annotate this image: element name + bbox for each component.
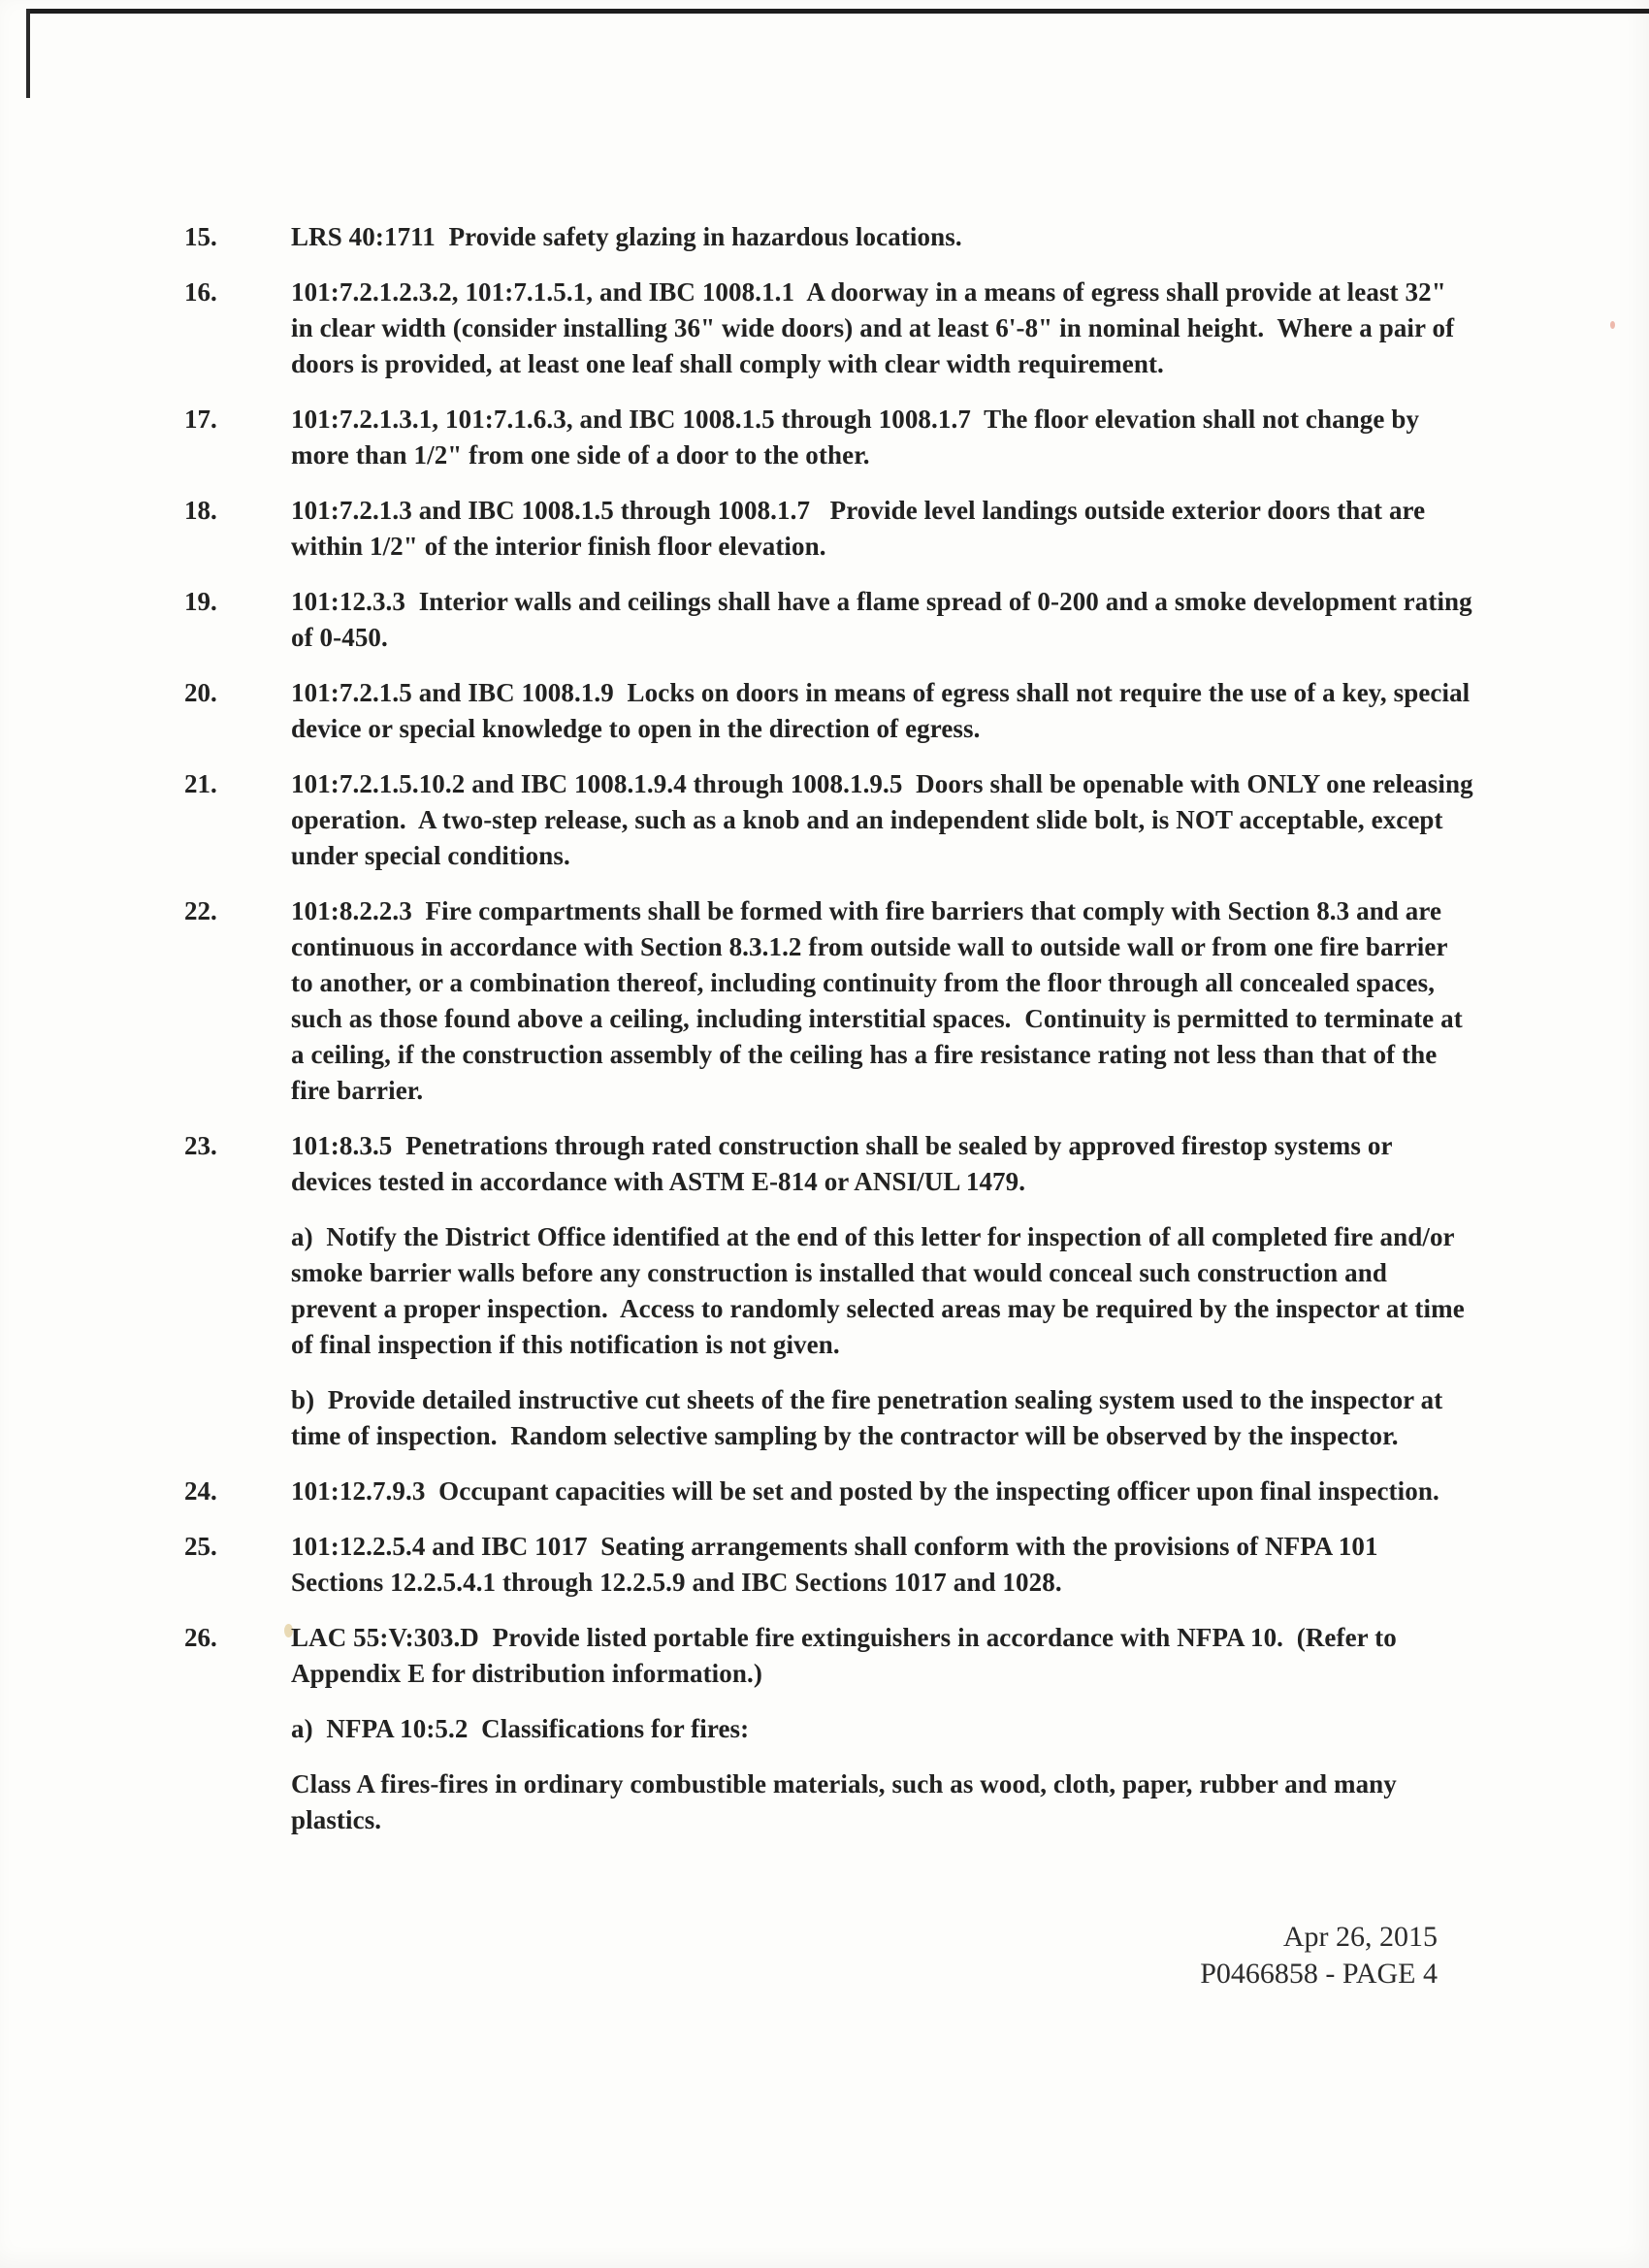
item-number: 18.: [184, 496, 217, 525]
list-item: [184, 1128, 1474, 1474]
item-paragraph: 101:7.2.1.5 and IBC 1008.1.9 Locks on doors in means of egress shall not require the use of a key, special device or special knowledge to open in the direction of egress.: [291, 678, 1477, 743]
item-number: 22.: [184, 896, 217, 925]
item-body: [291, 1620, 1474, 1858]
item-paragraph: 101:8.2.2.3 Fire compartments shall be formed with fire barriers that comply with Section 8.3 and are continuous in accordance with Section 8.3.1.2 from outside wall to outside wall or from one fire barrier to another, or a combination thereof, including continuity from the floor through all concealed spaces, such as those found above a ceiling, including interstitial spaces. Continuity is permitted to terminate at a ceiling, if the construction assembly of the ceiling has a fire resistance rating not less than that of the fire barrier.: [291, 896, 1470, 1105]
item-body: [291, 675, 1477, 766]
item-body: [291, 402, 1474, 493]
scan-artifact: [1610, 321, 1615, 329]
item-body: [291, 584, 1479, 675]
item-number: 19.: [184, 587, 217, 616]
item-body: [291, 766, 1480, 893]
list-item: [184, 402, 1474, 493]
item-number: 24.: [184, 1476, 217, 1506]
item-paragraph: LRS 40:1711 Provide safety glazing in hazardous locations.: [291, 222, 962, 251]
page-footer: [1200, 1919, 1438, 1993]
item-number: 23.: [184, 1131, 217, 1160]
item-paragraph: 101:7.2.1.5.10.2 and IBC 1008.1.9.4 through 1008.1.9.5 Doors shall be openable with ONLY one releasing operation. A two-step release, such as a knob and an independent slide bolt, is NOT acceptable, except under special conditions.: [291, 769, 1480, 870]
item-number: 20.: [184, 678, 217, 707]
list-item: [184, 493, 1474, 584]
item-paragraph: b) Provide detailed instructive cut sheets of the fire penetration sealing system used to the inspector at time of inspection. Random selective sampling by the contractor will be observed by the inspector.: [291, 1385, 1450, 1450]
item-body: [291, 1529, 1474, 1620]
item-paragraph: 101:12.2.5.4 and IBC 1017 Seating arrangements shall conform with the provisions of NFPA 101 Sections 12.2.5.4.1 through 12.2.5.9 and IBC Sections 1017 and 1028.: [291, 1532, 1385, 1597]
scan-edge-left-line: [26, 9, 30, 98]
item-paragraph: 101:7.2.1.2.3.2, 101:7.1.5.1, and IBC 1008.1.1 A doorway in a means of egress shall provide at least 32" in clear width (consider installing 36" wide doors) and at least 6'-8" in nominal height. Where a pair of doors is provided, at least one leaf shall comply with clear width requirement.: [291, 277, 1462, 378]
item-body: [291, 893, 1474, 1128]
list-item: [184, 675, 1477, 766]
list-item: [184, 893, 1474, 1128]
footer-page-ref: P0466858 - PAGE 4: [1200, 1958, 1438, 1990]
item-number: 15.: [184, 222, 217, 251]
item-body: [291, 493, 1474, 584]
item-number: 26.: [184, 1623, 217, 1652]
item-paragraph: 101:12.7.9.3 Occupant capacities will be set and posted by the inspecting officer upon final inspection.: [291, 1476, 1439, 1506]
item-paragraph: Class A fires-fires in ordinary combustible materials, such as wood, cloth, paper, rubber and many plastics.: [291, 1769, 1404, 1834]
item-paragraph: 101:8.3.5 Penetrations through rated construction shall be sealed by approved firestop systems or devices tested in accordance with ASTM E-814 or ANSI/UL 1479.: [291, 1131, 1399, 1196]
list-item: [184, 1529, 1474, 1620]
item-body: [291, 275, 1474, 402]
item-paragraph: a) NFPA 10:5.2 Classifications for fires:: [291, 1714, 750, 1743]
item-paragraph: 101:7.2.1.3.1, 101:7.1.6.3, and IBC 1008.1.5 through 1008.1.7 The floor elevation shall not change by more than 1/2" from one side of a door to the other.: [291, 405, 1426, 470]
item-number: 16.: [184, 277, 217, 307]
list-item: [184, 275, 1474, 402]
item-paragraph: 101:7.2.1.3 and IBC 1008.1.5 through 1008.1.7 Provide level landings outside exterior doors that are within 1/2" of the interior finish floor elevation.: [291, 496, 1433, 561]
list-item: [184, 1620, 1474, 1858]
item-paragraph: 101:12.3.3 Interior walls and ceilings shall have a flame spread of 0-200 and a smoke development rating of 0-450.: [291, 587, 1479, 652]
item-number: 17.: [184, 405, 217, 434]
item-number: 25.: [184, 1532, 217, 1561]
footer-date: Apr 26, 2015: [1282, 1921, 1438, 1953]
list-item: [184, 1474, 1474, 1529]
item-body: [291, 1474, 1474, 1529]
item-body: [291, 1128, 1474, 1474]
item-number: 21.: [184, 769, 217, 798]
scan-edge-top-line: [26, 9, 1649, 14]
list-item: [184, 584, 1479, 675]
item-paragraph: LAC 55:V:303.D Provide listed portable fire extinguishers in accordance with NFPA 10. (Refer to Appendix E for distribution information.): [291, 1623, 1403, 1688]
item-paragraph: a) Notify the District Office identified at the end of this letter for inspection of all completed fire and/or smoke barrier walls before any construction is installed that would conceal such construction and prevent a proper inspection. Access to randomly selected areas may be required by the inspector at time of final inspection if this notification is not given.: [291, 1222, 1471, 1359]
list-item: [184, 219, 1474, 275]
item-body: [291, 219, 1474, 275]
list-item: [184, 766, 1480, 893]
numbered-list: [184, 219, 1480, 1858]
